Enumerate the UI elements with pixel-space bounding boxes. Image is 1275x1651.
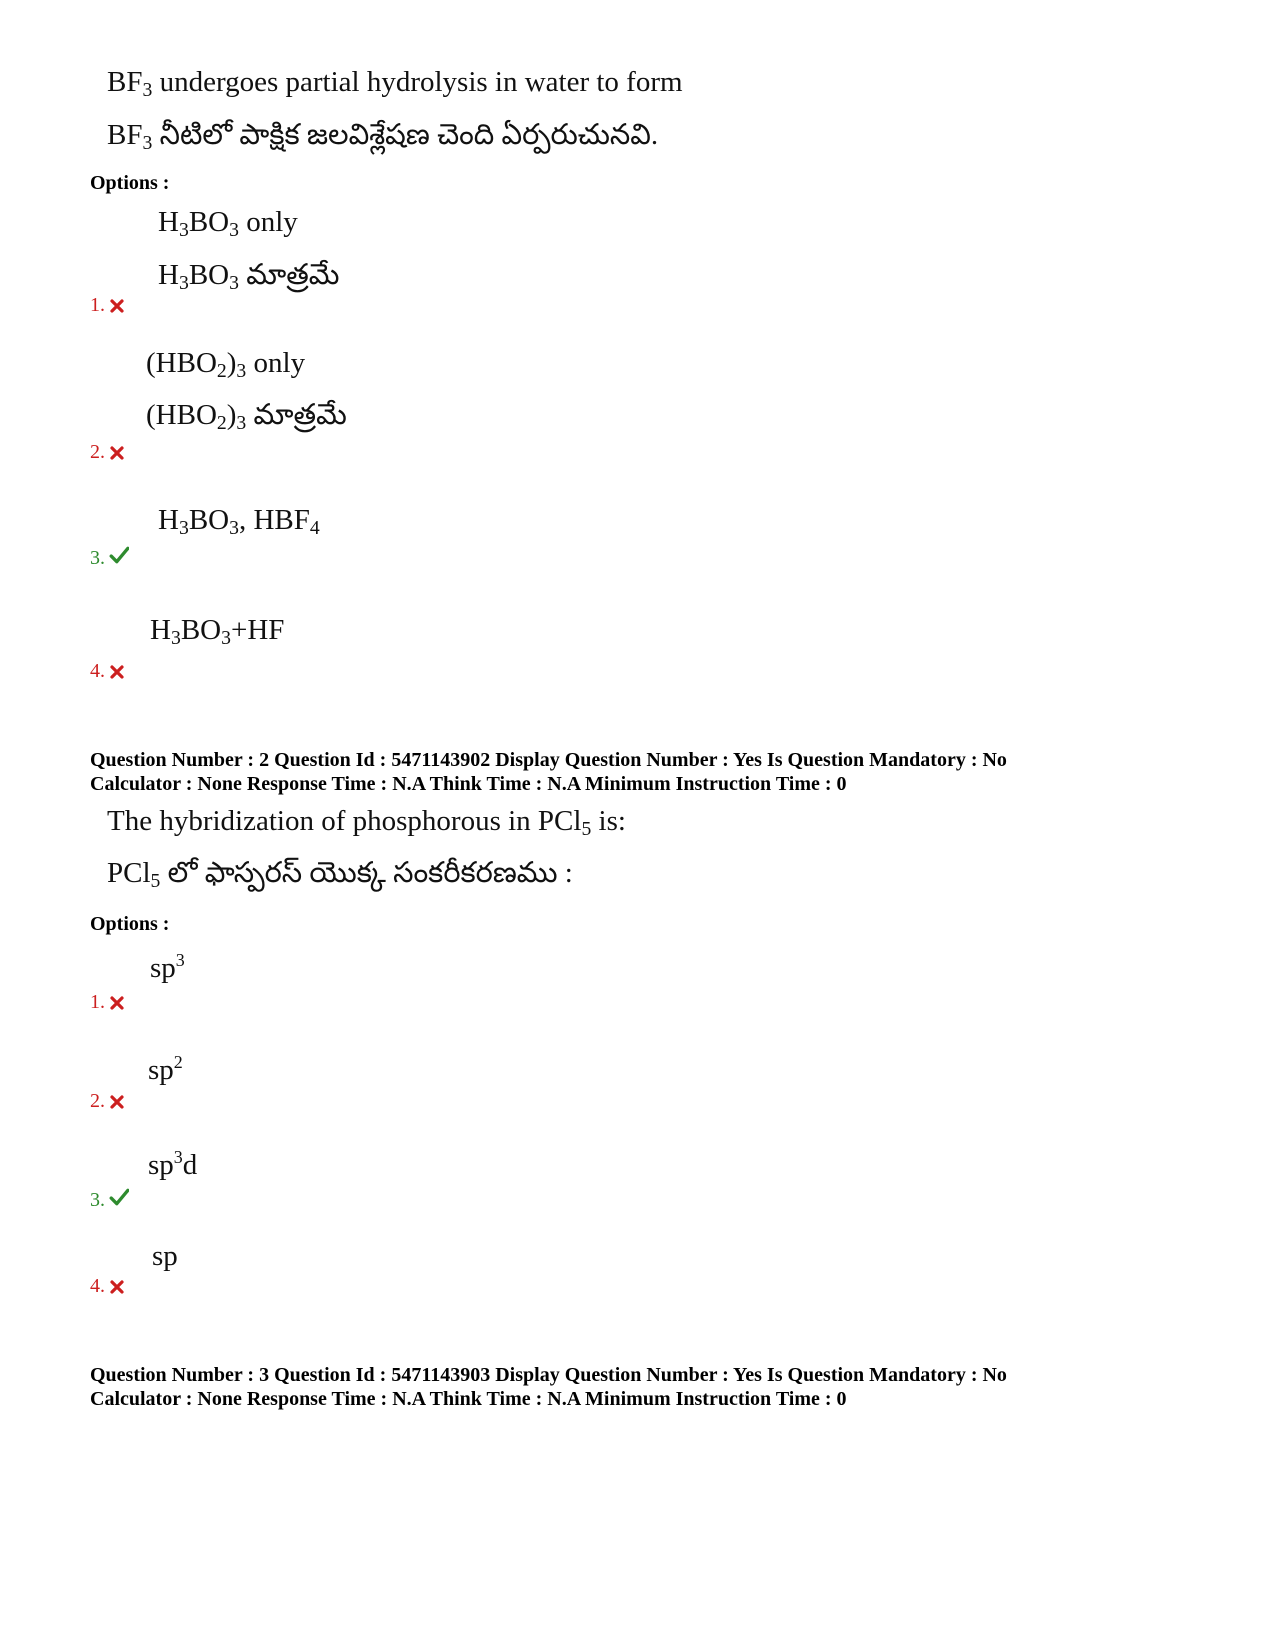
q1-option-1-english: $H_3BO_3$ only xyxy=(158,206,298,241)
q1-option-3-text: $H_3BO_3$, $HBF_4$ xyxy=(158,504,320,539)
q1-question-english: $BF_3$ undergoes partial hydrolysis in water to form xyxy=(107,66,683,101)
q2-question-telugu: PCl$_5$ లో ఫాస్పరస్ యొక్క సంకరీకరణము : xyxy=(107,857,573,892)
cross-icon xyxy=(109,1094,125,1110)
cross-icon xyxy=(109,1279,125,1295)
q1-option-4-number: 4. xyxy=(90,660,125,683)
cross-icon xyxy=(109,445,125,461)
q1-option-4-text: $H_3BO_3+HF$ xyxy=(150,614,285,649)
q1-option-2-telugu: $(HBO_2)_3$ మాత్రమే xyxy=(146,399,347,434)
q2-options-label: Options : xyxy=(90,913,170,935)
q2-option-2-text: $sp^2$ xyxy=(148,1052,183,1086)
q2-option-3-text: $sp^3d$ xyxy=(148,1147,198,1181)
checkmark-icon xyxy=(109,1188,129,1206)
q1-option-1-telugu: $H_3BO_3$ మాత్రమే xyxy=(158,259,340,294)
q2-question-english: The hybridization of phosphorous in PCl$_5$ is: xyxy=(107,805,626,840)
cross-icon xyxy=(109,995,125,1011)
q1-option-2-number: 2. xyxy=(90,441,125,464)
q1-question-telugu: $BF_3$ నీటిలో పాక్షిక జలవిశ్లేషణ చెంది ఏర్పరుచునవి. xyxy=(107,119,659,154)
q1-option-3-number: 3. xyxy=(90,547,129,570)
cross-icon xyxy=(109,298,125,314)
q3-meta-line-2: Calculator : None Response Time : N.A Think Time : N.A Minimum Instruction Time : 0 xyxy=(90,1388,847,1410)
q1-options-label: Options : xyxy=(90,172,170,194)
q2-option-1-number: 1. xyxy=(90,991,125,1014)
q3-meta-line-1: Question Number : 3 Question Id : 5471143903 Display Question Number : Yes Is Question Mandatory : No xyxy=(90,1364,1007,1386)
q1-option-1-number: 1. xyxy=(90,294,125,317)
q2-meta-line-2: Calculator : None Response Time : N.A Think Time : N.A Minimum Instruction Time : 0 xyxy=(90,773,847,795)
cross-icon xyxy=(109,664,125,680)
q2-option-4-text: sp xyxy=(152,1240,178,1272)
q2-option-4-number: 4. xyxy=(90,1275,125,1298)
q2-meta-line-1: Question Number : 2 Question Id : 5471143902 Display Question Number : Yes Is Question Mandatory : No xyxy=(90,749,1007,771)
q2-option-3-number: 3. xyxy=(90,1189,129,1212)
q1-option-2-english: $(HBO_2)_3$ only xyxy=(146,347,306,382)
q2-option-1-text: $sp^3$ xyxy=(150,950,185,984)
checkmark-icon xyxy=(109,546,129,564)
q2-option-2-number: 2. xyxy=(90,1090,125,1113)
